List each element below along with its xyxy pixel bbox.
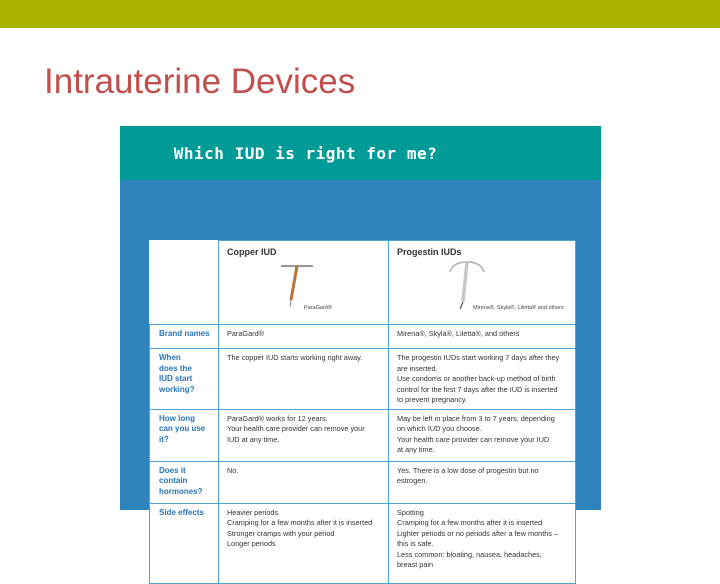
cell-line: Mirena®, Skyla®, Liletta®, and others	[397, 329, 520, 338]
cell-copper-hormones	[219, 461, 389, 503]
progestin-iud-caption: Mirena®, Skyla®, Liletta® and others	[473, 304, 564, 311]
cell-copper-how-long	[219, 409, 389, 461]
cell-line: The copper IUD starts working right away.	[227, 353, 363, 362]
row-label-how-long	[150, 409, 219, 461]
row-label-line: can you use	[159, 424, 206, 433]
row-label-line: How long	[159, 413, 195, 423]
cell-line: Stronger cramps with your period	[227, 528, 335, 538]
cell-line: Your health care provider can remove your IUD	[397, 434, 550, 444]
iud-comparison-table	[149, 240, 576, 584]
cell-line: to prevent pregnancy.	[397, 395, 468, 404]
row-label-line: Brand names	[159, 329, 210, 338]
table-row	[150, 503, 576, 583]
cell-line: Cramping for a few months after it is inserted	[397, 518, 543, 527]
cell-line: Your health care provider can remove your	[227, 424, 365, 433]
cell-line: estrogen.	[397, 476, 428, 485]
cell-line: Less common: bloating, nausea, headaches,	[397, 549, 542, 559]
cell-progestin-side-effects	[389, 503, 576, 583]
table-header-row	[150, 241, 576, 325]
row-label-line: When	[159, 353, 181, 362]
row-label-start-working	[150, 349, 219, 410]
cell-progestin-start-working	[389, 349, 576, 410]
table-row	[150, 409, 576, 461]
cell-copper-brand-names	[219, 325, 389, 349]
iud-comparison-figure	[120, 126, 601, 569]
cell-line: Use condoms or another back-up method of birth	[397, 374, 556, 383]
cell-progestin-brand-names	[389, 325, 576, 349]
row-label-line: IUD start	[159, 374, 193, 383]
cell-line: No.	[227, 465, 239, 475]
cell-line: on which IUD you choose.	[397, 424, 482, 433]
cell-line: are inserted.	[397, 363, 438, 373]
cell-copper-side-effects	[219, 503, 389, 583]
cell-line: Yes. There is a low dose of progestin but no	[397, 465, 539, 475]
cell-line: Spotting	[397, 507, 424, 517]
column-heading-progestin-text: Progestin IUDs	[397, 247, 462, 257]
figure-header-text: Which IUD is right for me?	[173, 143, 438, 163]
row-label-hormones	[150, 461, 219, 503]
column-heading-copper-text: Copper IUD	[227, 247, 277, 257]
cell-line: this is safe.	[397, 539, 434, 548]
row-label-line: it?	[159, 434, 169, 444]
slide-title: Intrauterine Devices	[44, 62, 356, 101]
cell-line: ParaGard®	[227, 329, 265, 338]
cell-line: Cramping for a few months after it is inserted	[227, 518, 373, 527]
cell-line: IUD at any time.	[227, 434, 280, 444]
cell-progestin-how-long	[389, 409, 576, 461]
column-heading-progestin	[389, 241, 576, 325]
row-label-line: contain	[159, 476, 188, 485]
row-label-line: Does it	[159, 465, 186, 475]
row-label-line: hormones?	[159, 486, 203, 496]
row-label-side-effects	[150, 503, 219, 583]
cell-line: control for the first 7 days after the IUD is inserted	[397, 384, 558, 394]
cell-line: Longer periods	[227, 539, 276, 548]
cell-line: Heavier periods	[227, 507, 279, 517]
row-label-line: Side effects	[159, 507, 204, 517]
row-label-brand-names	[150, 325, 219, 349]
cell-progestin-hormones	[389, 461, 576, 503]
cell-line: breast pain	[397, 560, 434, 569]
copper-iud-icon	[277, 260, 317, 308]
column-heading-copper	[219, 241, 389, 325]
figure-body	[120, 180, 601, 569]
cell-line: May be left in place from 3 to 7 years, depending	[397, 413, 555, 423]
cell-line: Lighter periods or no periods after a few months –	[397, 528, 559, 538]
top-accent-bar	[0, 0, 720, 28]
cell-line: The progestin IUDs start working 7 days after they	[397, 353, 560, 362]
table-row	[150, 349, 576, 410]
row-label-line: working?	[159, 384, 195, 394]
cell-line: ParaGard® works for 12 years.	[227, 413, 328, 423]
cell-copper-start-working	[219, 349, 389, 410]
row-label-line: does the	[159, 363, 192, 373]
copper-iud-caption: ParaGard®	[304, 304, 332, 311]
table-row	[150, 325, 576, 349]
figure-header	[120, 126, 601, 180]
table-corner	[150, 241, 219, 325]
cell-line: at any time.	[397, 445, 435, 454]
table-row	[150, 461, 576, 503]
